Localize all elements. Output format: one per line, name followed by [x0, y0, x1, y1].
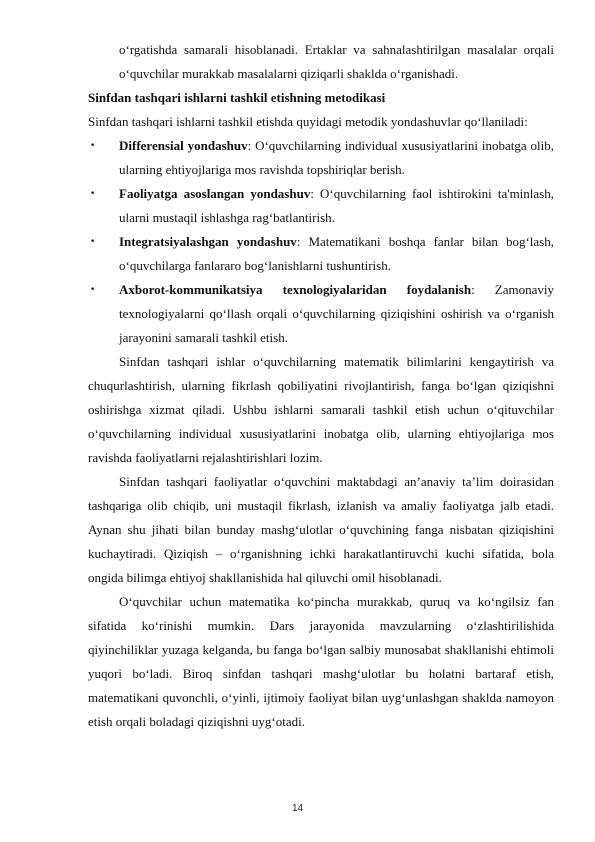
list-item-term: Integratsiyalashgan yondashuv [119, 234, 297, 249]
approach-list [88, 134, 554, 350]
list-item-text: : Matematikani boshqa fanlar bilan bog‘lash, o‘quvchilarga fanlararo bog‘lanishlarni tushuntirish. [119, 234, 554, 273]
list-item [88, 182, 554, 230]
list-item-term: Differensial yondashuv [119, 138, 248, 153]
body-paragraph: O‘quvchilar uchun matematika ko‘pincha murakkab, quruq va ko‘ngilsiz fan sifatida ko‘rinishi mumkin. Dars jarayonida mavzularning o‘zlashtirilishida qiyinchiliklar yuzaga kelganda, bu fanga bo‘lgan salbiy munosabat shakllanishi ehtimoli yuqori bo‘ladi. Biroq sinfdan tashqari mashg‘ulotlar bu holatni bartaraf etish, matematikani quvonchli, o‘yinli, ijtimoiy faoliyat bilan uyg‘unlashgan shaklda namoyon etish orqali boladagi qiziqishni uyg‘otadi. [88, 594, 554, 729]
list-item-text: : O‘quvchilarning individual xususiyatlarini inobatga olib, ularning ehtiyojlariga mos ravishda topshiriqlar berish. [119, 138, 554, 177]
section-heading: Sinfdan tashqari ishlarni tashkil etishning metodikasi [88, 90, 386, 105]
bullet-icon: • [90, 237, 96, 247]
continuation-paragraph: o‘rgatishda samarali hisoblanadi. Ertaklar va sahnalashtirilgan masalalar orqali o‘quvchilar murakkab masalalarni qiziqarli shaklda o‘rganishadi. [119, 42, 554, 81]
list-item-term: Axborot-kommunikatsiya texnologiyalaridan foydalanish [119, 282, 472, 297]
list-item-text: : Zamonaviy texnologiyalarni qo‘llash orqali o‘quvchilarning qiziqishini oshirish va o‘rganish jarayonini samarali tashkil etish. [119, 282, 554, 345]
list-item [88, 230, 554, 278]
list-item [88, 278, 554, 350]
body-paragraph: Sinfdan tashqari faoliyatlar o‘quvchini maktabdagi an’anaviy ta’lim doirasidan tashqariga olib chiqib, uni mustaqil fikrlash, izlanish va amaliy faoliyatga jalb etadi. Aynan shu jihati bilan bunday mashg‘ulotlar o‘quvchining fanga nisbatan qiziqishini kuchaytiradi. Qiziqish – o‘rganishning ichki harakatlantiruvchi kuchi sifatida, bola ongida bilimga ehtiyoj shakllanishida hal qiluvchi omil hisoblanadi. [88, 474, 554, 585]
list-item-term: Faoliyatga asoslangan yondashuv [119, 186, 311, 201]
bullet-icon: • [90, 141, 96, 151]
intro-paragraph: Sinfdan tashqari ishlarni tashkil etishda quyidagi metodik yondashuvlar qo‘llaniladi: [88, 114, 528, 129]
document-page [88, 38, 554, 734]
list-item-text: : O‘quvchilarning faol ishtirokini ta'minlash, ularni mustaqil ishlashga rag‘batlantirish. [119, 186, 554, 225]
page-number: 14 [291, 803, 304, 814]
bullet-icon: • [90, 285, 96, 295]
body-paragraph: Sinfdan tashqari ishlar o‘quvchilarning matematik bilimlarini kengaytirish va chuqurlashtirish, ularning fikrlash qobiliyatini rivojlantirish, fanga bo‘lgan qiziqishni oshirishga xizmat qiladi. Ushbu ishlarni samarali tashkil etish uchun o‘qituvchilar o‘quvchilarning individual xususiyatlarini inobatga olib, ularning ehtiyojlariga mos ravishda faoliyatlarni rejalashtirishlari lozim. [88, 354, 554, 465]
list-item [88, 134, 554, 182]
bullet-icon: • [90, 189, 96, 199]
